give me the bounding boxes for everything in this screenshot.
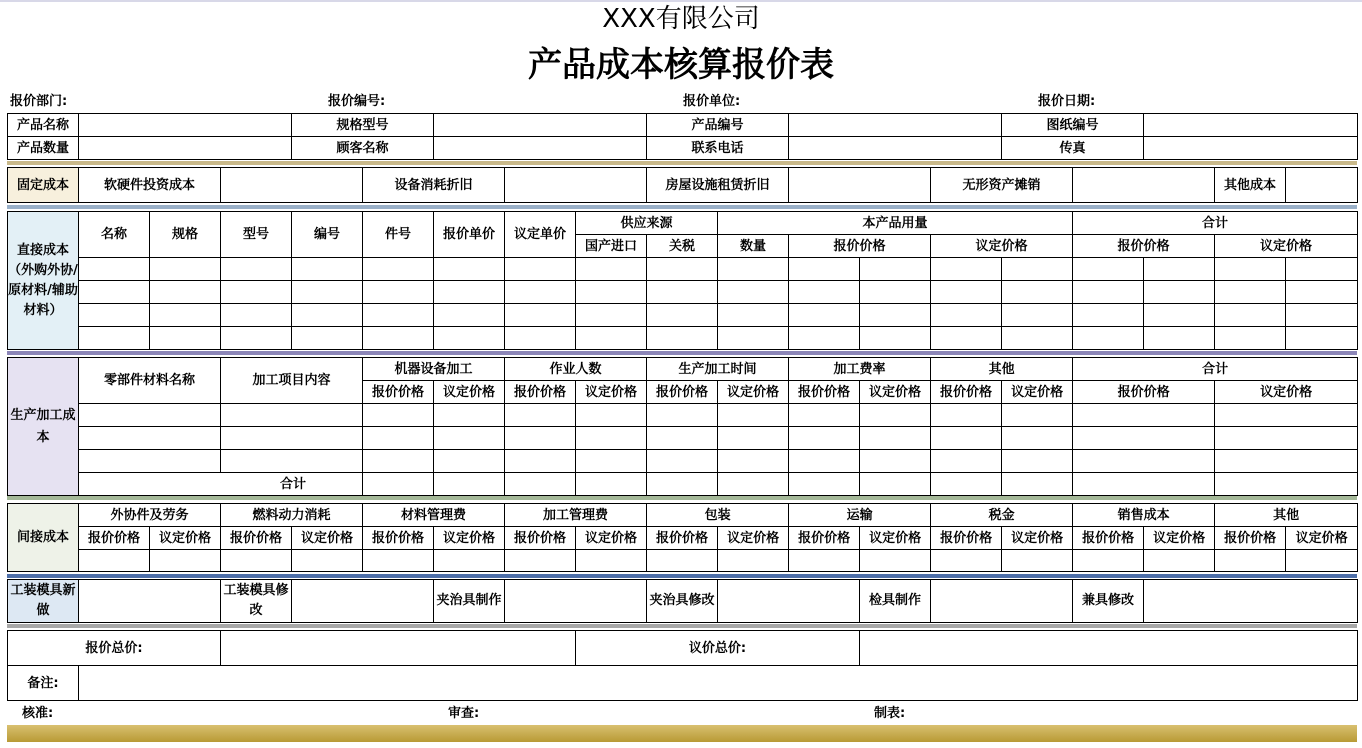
- table-cell[interactable]: [505, 258, 576, 281]
- column-header: 议定价格: [1144, 527, 1215, 550]
- phone-field[interactable]: [789, 137, 1002, 160]
- group-header: 机器设备加工: [363, 358, 505, 381]
- table-cell[interactable]: [1144, 327, 1215, 350]
- fixed-item-label: 设备消耗折旧: [363, 168, 505, 203]
- column-header: 关税: [647, 235, 718, 258]
- table-cell[interactable]: [718, 281, 789, 304]
- table-cell[interactable]: [434, 473, 505, 496]
- table-cell[interactable]: [931, 550, 1002, 572]
- column-header: 型号: [221, 212, 292, 258]
- table-cell[interactable]: [647, 427, 718, 450]
- table-cell[interactable]: [221, 304, 292, 327]
- table-cell[interactable]: [931, 258, 1002, 281]
- group-header: 加工管理费: [505, 504, 647, 527]
- table-cell[interactable]: [789, 404, 860, 427]
- approve-label: 核准:: [22, 706, 54, 721]
- table-row: [8, 450, 1358, 473]
- table-cell[interactable]: [789, 550, 860, 572]
- table-cell[interactable]: [221, 450, 363, 473]
- column-header: 零部件材料名称: [79, 358, 221, 404]
- table-cell[interactable]: [1073, 450, 1215, 473]
- table-cell[interactable]: [789, 258, 860, 281]
- agreed-total-label: 议价总价:: [576, 631, 860, 666]
- group-header: 其他: [931, 358, 1073, 381]
- table-cell[interactable]: [150, 327, 221, 350]
- table-cell[interactable]: [1002, 450, 1073, 473]
- column-header: 报价价格: [789, 527, 860, 550]
- table-cell[interactable]: [718, 404, 789, 427]
- table-cell[interactable]: [860, 473, 931, 496]
- column-header: 议定价格: [434, 381, 505, 404]
- table-cell[interactable]: [79, 327, 150, 350]
- column-header: 报价价格: [1215, 527, 1286, 550]
- table-cell[interactable]: [505, 327, 576, 350]
- table-cell[interactable]: [363, 327, 434, 350]
- table-cell[interactable]: [1215, 327, 1286, 350]
- quote-unit-label: 报价单位:: [683, 94, 741, 109]
- table-cell[interactable]: [1215, 404, 1358, 427]
- table-cell[interactable]: [718, 258, 789, 281]
- table-cell[interactable]: [434, 404, 505, 427]
- table-cell[interactable]: [434, 281, 505, 304]
- table-cell[interactable]: [860, 550, 931, 572]
- table-cell[interactable]: [931, 427, 1002, 450]
- table-cell[interactable]: [505, 473, 576, 496]
- table-cell[interactable]: [860, 304, 931, 327]
- group-header: 燃料动力消耗: [221, 504, 363, 527]
- table-cell[interactable]: [363, 404, 434, 427]
- product-qty-field[interactable]: [79, 137, 292, 160]
- table-cell[interactable]: [1286, 281, 1358, 304]
- column-header: 报价价格: [647, 381, 718, 404]
- table-cell[interactable]: [363, 550, 434, 572]
- product-code-field[interactable]: [789, 114, 1002, 137]
- column-header: 议定价格: [576, 381, 647, 404]
- direct-cost-label: 直接成本（外购外协/原材料/辅助材料）: [8, 212, 79, 350]
- tooling-field[interactable]: [931, 580, 1073, 623]
- table-cell[interactable]: [292, 304, 363, 327]
- table-cell[interactable]: [647, 258, 718, 281]
- fax-label: 传真: [1002, 137, 1144, 160]
- table-cell[interactable]: [1144, 304, 1215, 327]
- table-cell[interactable]: [1144, 550, 1215, 572]
- table-cell[interactable]: [221, 404, 363, 427]
- customer-name-label: 顾客名称: [292, 137, 434, 160]
- table-cell[interactable]: [150, 258, 221, 281]
- table-cell[interactable]: [647, 550, 718, 572]
- table-cell[interactable]: [1073, 404, 1215, 427]
- table-cell[interactable]: [1073, 281, 1144, 304]
- tooling-field[interactable]: [79, 580, 221, 623]
- table-cell[interactable]: [1215, 281, 1286, 304]
- supply-source-header: 供应来源: [576, 212, 718, 235]
- table-cell[interactable]: [576, 450, 647, 473]
- table-cell[interactable]: [363, 427, 434, 450]
- table-cell[interactable]: [1215, 473, 1358, 496]
- column-header: 国产进口: [576, 235, 647, 258]
- column-header: 报价价格: [221, 527, 292, 550]
- group-header: 作业人数: [505, 358, 647, 381]
- table-cell[interactable]: [434, 327, 505, 350]
- fixed-item-label: 软硬件投资成本: [79, 168, 221, 203]
- table-cell[interactable]: [931, 450, 1002, 473]
- usage-header: 本产品用量: [718, 212, 1073, 235]
- table-cell[interactable]: [860, 327, 931, 350]
- group-header: 包装: [647, 504, 789, 527]
- spec-model-label: 规格型号: [292, 114, 434, 137]
- table-cell[interactable]: [363, 304, 434, 327]
- table-cell[interactable]: [931, 473, 1002, 496]
- table-cell[interactable]: [718, 473, 789, 496]
- section-divider: [7, 205, 1357, 209]
- table-cell[interactable]: [860, 427, 931, 450]
- table-cell[interactable]: [576, 473, 647, 496]
- tooling-field[interactable]: [505, 580, 647, 623]
- agreed-total-field[interactable]: [860, 631, 1358, 666]
- column-header: 报价价格: [363, 527, 434, 550]
- subtotal-row: [8, 473, 1358, 496]
- table-cell[interactable]: [647, 304, 718, 327]
- table-cell[interactable]: [931, 281, 1002, 304]
- table-cell[interactable]: [363, 473, 434, 496]
- table-cell[interactable]: [79, 427, 221, 450]
- table-cell[interactable]: [576, 258, 647, 281]
- table-cell[interactable]: [1002, 304, 1073, 327]
- table-cell[interactable]: [434, 304, 505, 327]
- table-cell[interactable]: [79, 550, 150, 572]
- fixed-item-label: 无形资产摊销: [931, 168, 1073, 203]
- fixed-item-label: 其他成本: [1215, 168, 1286, 203]
- table-cell[interactable]: [363, 281, 434, 304]
- table-cell[interactable]: [505, 550, 576, 572]
- product-name-label: 产品名称: [8, 114, 79, 137]
- group-header: 运输: [789, 504, 931, 527]
- table-cell[interactable]: [505, 450, 576, 473]
- column-header: 名称: [79, 212, 150, 258]
- table-row: [8, 427, 1358, 450]
- company-name: XXX有限公司: [602, 4, 760, 34]
- column-header: 报价价格: [363, 381, 434, 404]
- column-header: 议定价格: [860, 527, 931, 550]
- group-header: 材料管理费: [363, 504, 505, 527]
- product-code-label: 产品编号: [647, 114, 789, 137]
- column-header: 议定价格: [1215, 235, 1358, 258]
- prepared-label: 制表:: [874, 706, 906, 721]
- table-cell[interactable]: [1215, 258, 1286, 281]
- table-cell[interactable]: [1002, 427, 1073, 450]
- top-border: [0, 0, 1362, 2]
- fax-field[interactable]: [1144, 137, 1358, 160]
- table-cell[interactable]: [718, 450, 789, 473]
- column-header: 件号: [363, 212, 434, 258]
- column-header: 议定价格: [931, 235, 1073, 258]
- table-cell[interactable]: [79, 404, 221, 427]
- column-header: 议定价格: [718, 527, 789, 550]
- table-cell[interactable]: [647, 473, 718, 496]
- section-divider: [7, 351, 1357, 355]
- column-header: 报价价格: [931, 381, 1002, 404]
- group-header: 其他: [1215, 504, 1358, 527]
- table-cell[interactable]: [505, 281, 576, 304]
- fixed-cost-label: 固定成本: [8, 168, 79, 203]
- column-header: 议定单价: [505, 212, 576, 258]
- column-header: 报价价格: [505, 381, 576, 404]
- table-cell[interactable]: [576, 404, 647, 427]
- remark-field[interactable]: [79, 666, 1358, 701]
- fixed-item-field[interactable]: [505, 168, 647, 203]
- total-header: 合计: [1073, 358, 1358, 381]
- table-cell[interactable]: [1215, 450, 1358, 473]
- table-row: [8, 327, 1358, 350]
- table-cell[interactable]: [647, 327, 718, 350]
- table-cell[interactable]: [79, 304, 150, 327]
- table-cell[interactable]: [1002, 473, 1073, 496]
- table-cell[interactable]: [1002, 404, 1073, 427]
- table-cell[interactable]: [1215, 304, 1286, 327]
- direct-cost-table: [7, 211, 1358, 350]
- table-cell[interactable]: [576, 281, 647, 304]
- table-cell[interactable]: [150, 550, 221, 572]
- table-cell[interactable]: [1215, 427, 1358, 450]
- fixture-fix-label: 夹治具修改: [647, 580, 718, 623]
- table-cell[interactable]: [1073, 258, 1144, 281]
- subtotal-label: 合计: [79, 473, 363, 496]
- page-title: 产品成本核算报价表: [528, 45, 834, 85]
- dept-label: 报价部门:: [10, 94, 68, 109]
- table-cell[interactable]: [789, 473, 860, 496]
- fixed-item-field[interactable]: [1073, 168, 1215, 203]
- table-cell[interactable]: [363, 258, 434, 281]
- table-cell[interactable]: [789, 281, 860, 304]
- table-cell[interactable]: [434, 427, 505, 450]
- table-cell[interactable]: [1002, 327, 1073, 350]
- fixed-item-field[interactable]: [221, 168, 363, 203]
- review-label: 审查:: [448, 706, 480, 721]
- indirect-cost-table: [7, 503, 1358, 572]
- total-header: 合计: [1073, 212, 1358, 235]
- table-cell[interactable]: [647, 404, 718, 427]
- tooling-field[interactable]: [1144, 580, 1358, 623]
- table-cell[interactable]: [505, 304, 576, 327]
- phone-label: 联系电话: [647, 137, 789, 160]
- table-cell[interactable]: [150, 281, 221, 304]
- section-divider: [7, 161, 1357, 165]
- table-cell[interactable]: [718, 327, 789, 350]
- table-cell[interactable]: [1286, 304, 1358, 327]
- column-header: 报价价格: [505, 527, 576, 550]
- group-header: 生产加工时间: [647, 358, 789, 381]
- table-cell[interactable]: [718, 427, 789, 450]
- column-header: 报价价格: [1073, 527, 1144, 550]
- group-header: 加工费率: [789, 358, 931, 381]
- table-cell[interactable]: [860, 281, 931, 304]
- fixture-make-label: 夹治具制作: [434, 580, 505, 623]
- column-header: 议定价格: [1002, 381, 1073, 404]
- tooling-table: [7, 579, 1358, 623]
- quote-total-field[interactable]: [221, 631, 576, 666]
- fixed-cost-table: [7, 167, 1358, 203]
- quote-date-label: 报价日期:: [1038, 94, 1096, 109]
- remark-label: 备注:: [8, 666, 79, 701]
- table-cell[interactable]: [292, 258, 363, 281]
- table-cell[interactable]: [576, 327, 647, 350]
- table-cell[interactable]: [1286, 327, 1358, 350]
- table-cell[interactable]: [292, 281, 363, 304]
- column-header: 议定价格: [292, 527, 363, 550]
- group-header: 外协件及劳务: [79, 504, 221, 527]
- table-cell[interactable]: [1073, 304, 1144, 327]
- table-cell[interactable]: [1073, 327, 1144, 350]
- product-qty-label: 产品数量: [8, 137, 79, 160]
- column-header: 议定价格: [860, 381, 931, 404]
- fixed-item-label: 房屋设施租赁折旧: [647, 168, 789, 203]
- table-cell[interactable]: [434, 550, 505, 572]
- production-cost-label: 生产加工成本: [8, 358, 79, 496]
- table-cell[interactable]: [79, 450, 221, 473]
- table-cell[interactable]: [1144, 258, 1215, 281]
- table-cell[interactable]: [221, 427, 363, 450]
- table-cell[interactable]: [505, 404, 576, 427]
- footer-bar: [7, 725, 1357, 742]
- table-cell[interactable]: [647, 281, 718, 304]
- table-cell[interactable]: [860, 450, 931, 473]
- fixed-item-field[interactable]: [789, 168, 931, 203]
- table-cell[interactable]: [576, 304, 647, 327]
- indirect-cost-label: 间接成本: [8, 504, 79, 572]
- tooling-field[interactable]: [292, 580, 434, 623]
- table-cell[interactable]: [1073, 427, 1215, 450]
- table-cell[interactable]: [79, 281, 150, 304]
- section-divider: [7, 624, 1357, 628]
- product-name-field[interactable]: [79, 114, 292, 137]
- table-cell[interactable]: [576, 550, 647, 572]
- table-row: [8, 304, 1358, 327]
- table-cell[interactable]: [1002, 550, 1073, 572]
- table-cell[interactable]: [221, 258, 292, 281]
- column-header: 议定价格: [576, 527, 647, 550]
- table-cell[interactable]: [860, 258, 931, 281]
- column-header: 报价价格: [1073, 235, 1215, 258]
- table-cell[interactable]: [647, 450, 718, 473]
- production-cost-table: [7, 357, 1358, 496]
- spec-model-field[interactable]: [434, 114, 647, 137]
- table-cell[interactable]: [931, 404, 1002, 427]
- table-cell[interactable]: [1073, 473, 1215, 496]
- column-header: 报价价格: [789, 381, 860, 404]
- table-cell[interactable]: [150, 304, 221, 327]
- table-cell[interactable]: [1144, 281, 1215, 304]
- table-cell[interactable]: [860, 404, 931, 427]
- group-header: 销售成本: [1073, 504, 1215, 527]
- gauge-label: 检具制作: [860, 580, 931, 623]
- table-cell[interactable]: [221, 550, 292, 572]
- column-header: 议定价格: [434, 527, 505, 550]
- table-cell[interactable]: [789, 304, 860, 327]
- column-header: 议定价格: [1286, 527, 1358, 550]
- table-cell[interactable]: [434, 450, 505, 473]
- table-cell[interactable]: [1215, 550, 1286, 572]
- table-row: [8, 281, 1358, 304]
- table-cell[interactable]: [1286, 258, 1358, 281]
- column-header: 报价单价: [434, 212, 505, 258]
- table-cell[interactable]: [1286, 550, 1358, 572]
- table-row: [8, 404, 1358, 427]
- column-header: 编号: [292, 212, 363, 258]
- column-header: 报价价格: [1073, 381, 1215, 404]
- column-header: 报价价格: [647, 527, 718, 550]
- column-header: 议定价格: [1215, 381, 1358, 404]
- quote-total-label: 报价总价:: [8, 631, 221, 666]
- column-header: 议定价格: [150, 527, 221, 550]
- other-tool-label: 兼具修改: [1073, 580, 1144, 623]
- table-cell[interactable]: [789, 427, 860, 450]
- tooling-field[interactable]: [718, 580, 860, 623]
- column-header: 加工项目内容: [221, 358, 363, 404]
- column-header: 规格: [150, 212, 221, 258]
- tooling-repair-label: 工装模具修改: [221, 580, 292, 623]
- customer-name-field[interactable]: [434, 137, 647, 160]
- table-cell[interactable]: [221, 327, 292, 350]
- table-cell[interactable]: [292, 327, 363, 350]
- table-cell[interactable]: [931, 304, 1002, 327]
- column-header: 议定价格: [1002, 527, 1073, 550]
- drawing-no-label: 图纸编号: [1002, 114, 1144, 137]
- product-info-table: [7, 113, 1358, 160]
- tooling-new-label: 工装模具新做: [8, 580, 79, 623]
- table-row: [8, 258, 1358, 281]
- table-cell[interactable]: [221, 281, 292, 304]
- table-cell[interactable]: [363, 450, 434, 473]
- section-divider: [7, 496, 1357, 500]
- column-header: 报价价格: [79, 527, 150, 550]
- table-cell[interactable]: [718, 304, 789, 327]
- table-cell[interactable]: [1002, 258, 1073, 281]
- table-cell[interactable]: [718, 550, 789, 572]
- drawing-no-field[interactable]: [1144, 114, 1358, 137]
- column-header: 报价价格: [789, 235, 931, 258]
- table-cell[interactable]: [505, 427, 576, 450]
- table-cell[interactable]: [576, 427, 647, 450]
- table-cell[interactable]: [931, 327, 1002, 350]
- table-cell[interactable]: [79, 258, 150, 281]
- table-row: [8, 550, 1358, 572]
- fixed-item-field[interactable]: [1286, 168, 1358, 203]
- column-header: 报价价格: [931, 527, 1002, 550]
- table-cell[interactable]: [789, 327, 860, 350]
- table-cell[interactable]: [1002, 281, 1073, 304]
- table-cell[interactable]: [292, 550, 363, 572]
- column-header: 议定价格: [718, 381, 789, 404]
- summary-table: [7, 630, 1358, 701]
- table-cell[interactable]: [434, 258, 505, 281]
- table-cell[interactable]: [1073, 550, 1144, 572]
- group-header: 税金: [931, 504, 1073, 527]
- quote-no-label: 报价编号:: [328, 94, 386, 109]
- column-header: 数量: [718, 235, 789, 258]
- section-divider: [7, 574, 1357, 578]
- table-cell[interactable]: [789, 450, 860, 473]
